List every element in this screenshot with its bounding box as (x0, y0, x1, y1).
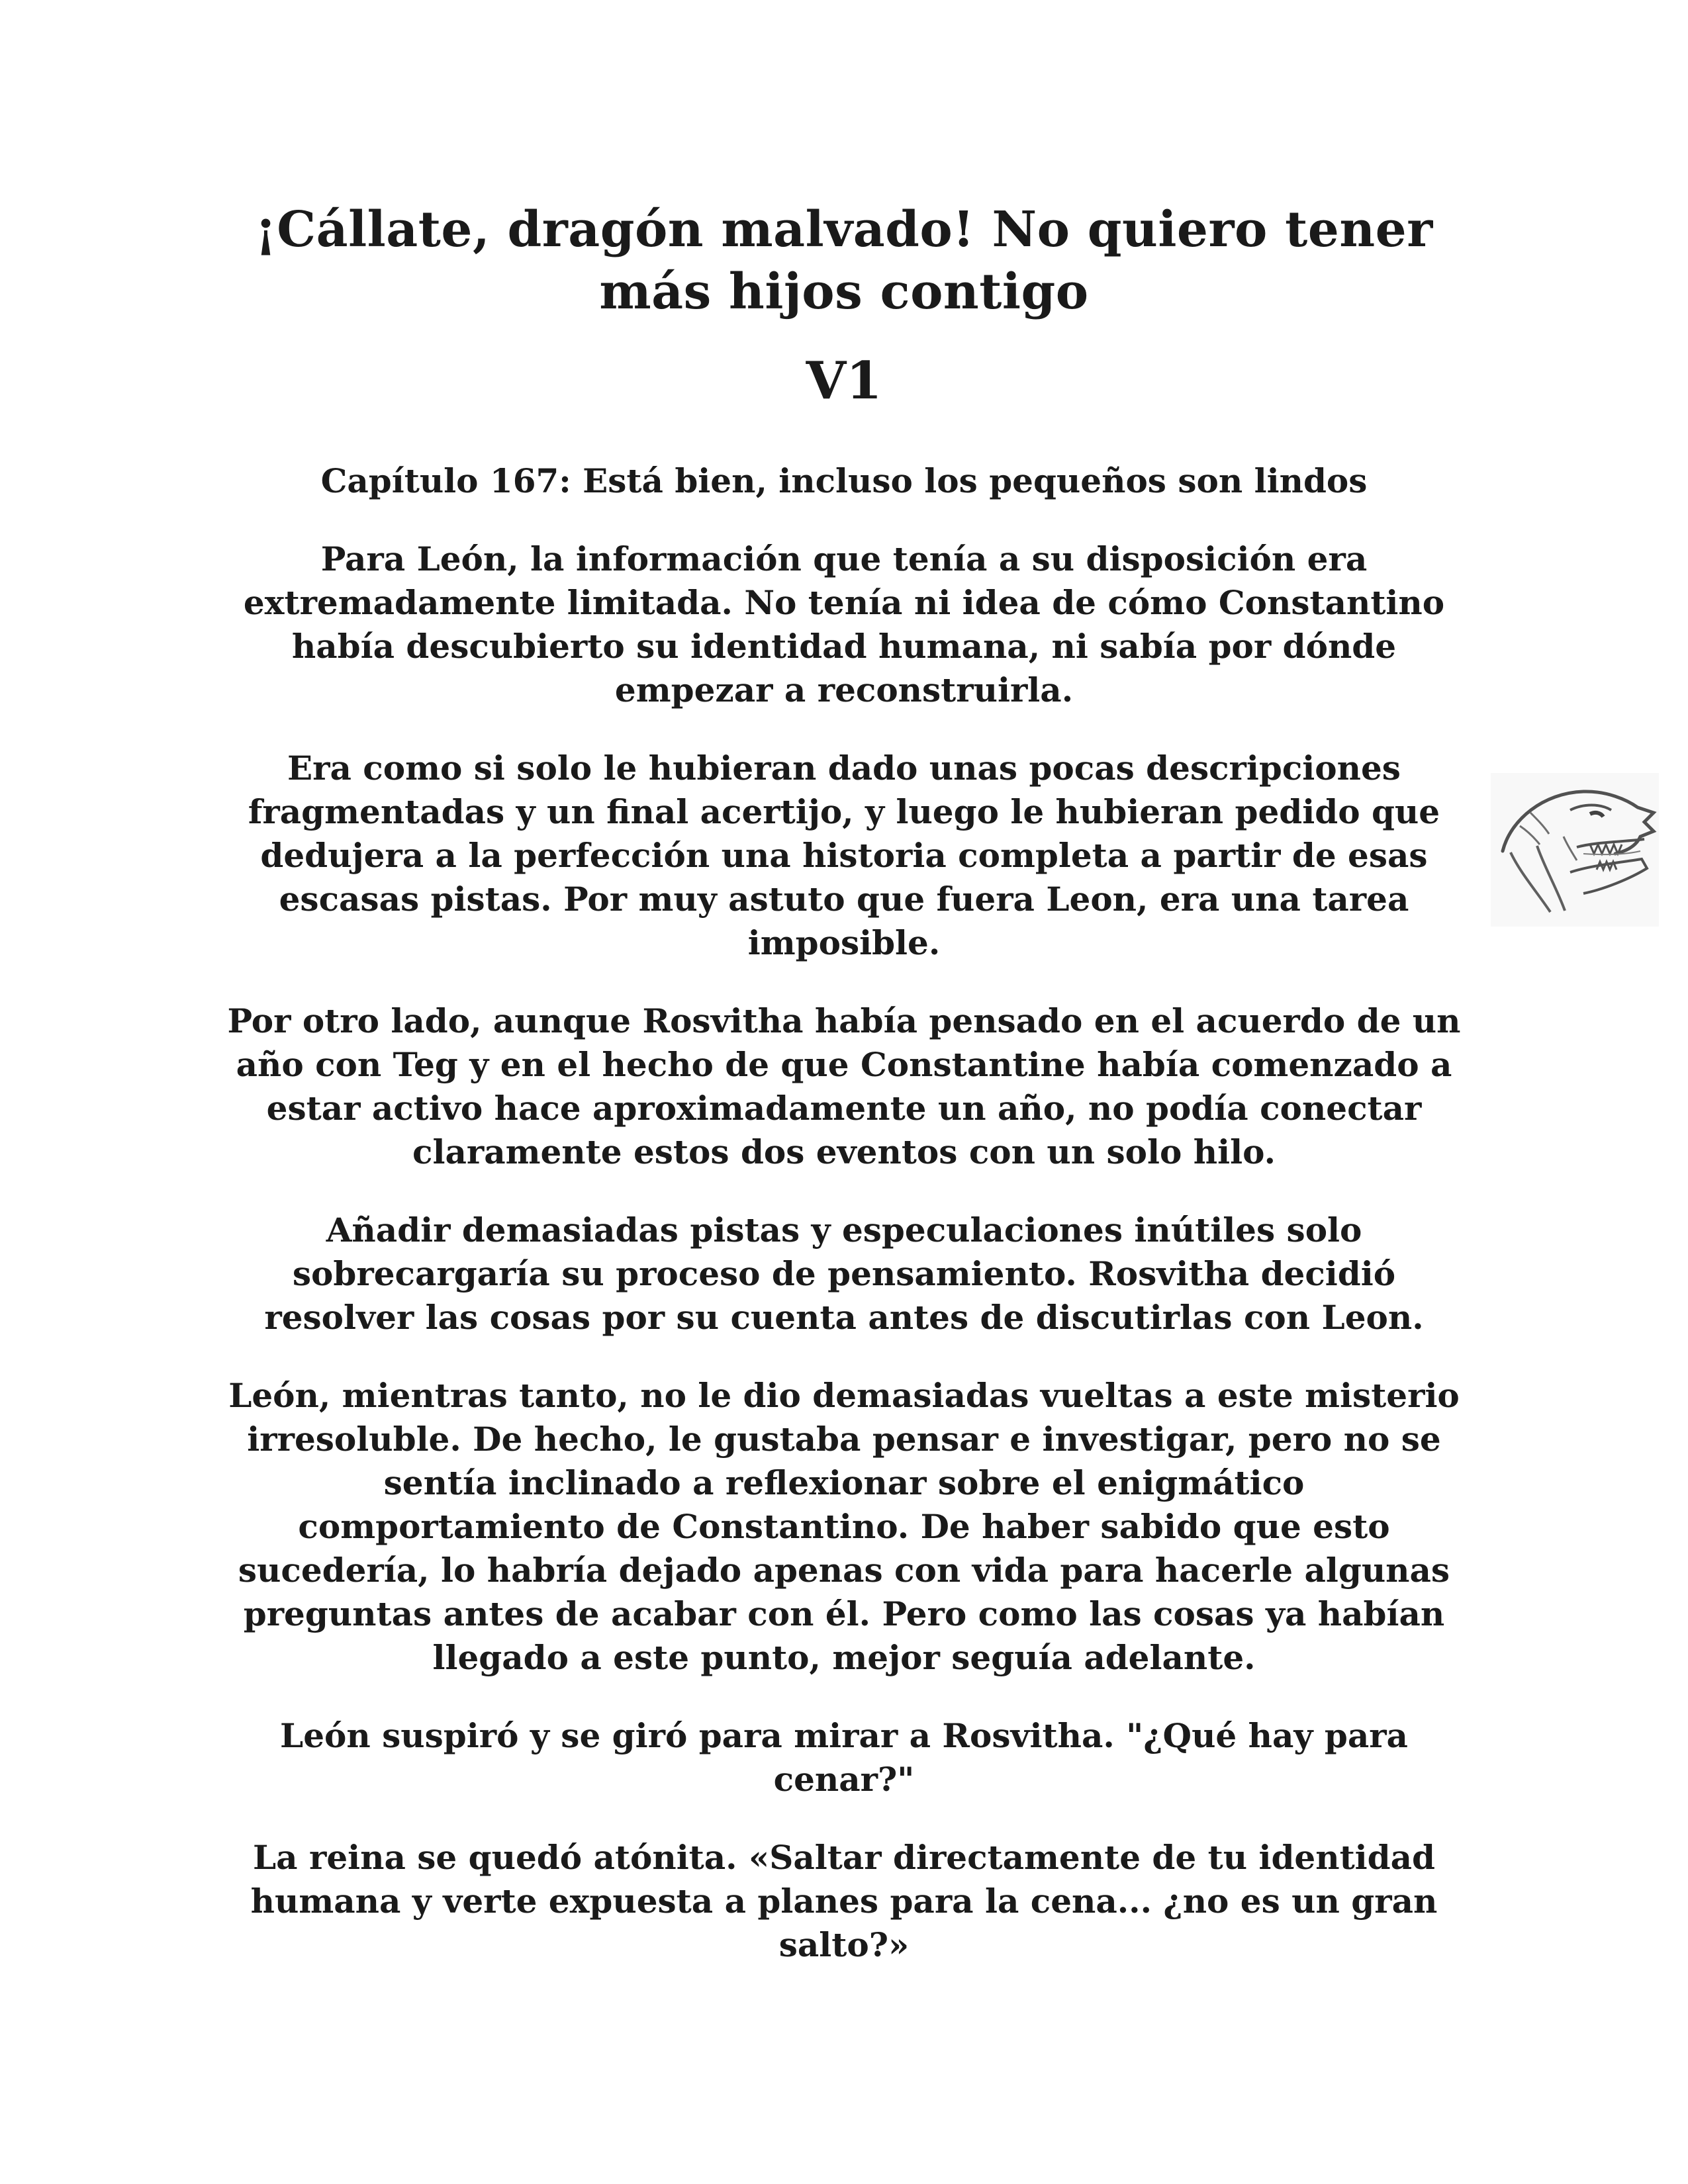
paragraph-5: León, mientras tanto, no le dio demasiadas vueltas a este misterio irresoluble. De hecho, le gustaba pensar e investigar, pero no se sentía inclinado a reflexionar sobre el enigmático comportamiento de Constantino. De haber sabido que esto sucedería, lo habría dejado apenas con vida para hacerle algunas preguntas antes de acabar con él. Pero como las cosas ya habían llegado a este punto, mejor seguía adelante. (228, 1376, 1460, 1677)
paragraph-3: Por otro lado, aunque Rosvitha había pensado en el acuerdo de un año con Teg y en el hecho de que Constantine había comenzado a estar activo hace aproximadamente un año, no podía conectar claramente estos dos eventos con un solo hilo. (227, 1001, 1461, 1171)
volume-label: V1 (806, 351, 882, 411)
paragraph-6: León suspiró y se giró para mirar a Rosvitha. "¿Qué hay para cenar?" (280, 1716, 1408, 1799)
document-title: ¡Cállate, dragón malvado! No quiero tener más hijos contigo (255, 201, 1433, 320)
paragraph-4: Añadir demasiadas pistas y especulaciones inútiles solo sobrecargaría su proceso de pensamiento. Rosvitha decidió resolver las cosas por su cuenta antes de discutirlas con Leon. (264, 1210, 1424, 1337)
paragraph-2: Era como si solo le hubieran dado unas pocas descripciones fragmentadas y un final acertijo, y luego le hubieran pedido que dedujera a la perfección una historia completa a partir de esas escasas pistas. Por muy astuto que fuera Leon, era una tarea imposible. (248, 749, 1440, 962)
chapter-heading: Capítulo 167: Está bien, incluso los pequeños son lindos (320, 461, 1368, 500)
paragraph-7: La reina se quedó atónita. «Saltar directamente de tu identidad humana y verte expuesta a planes para la cena... ¿no es un gran salto?» (250, 1838, 1438, 1964)
paragraph-1: Para León, la información que tenía a su disposición era extremadamente limitada. No tenía ni idea de cómo Constantino había descubierto su identidad humana, ni sabía por dónde empezar a reconstruirla. (243, 539, 1445, 709)
dragon-head-sketch-icon (1491, 773, 1659, 927)
document-body (225, 199, 1463, 1967)
